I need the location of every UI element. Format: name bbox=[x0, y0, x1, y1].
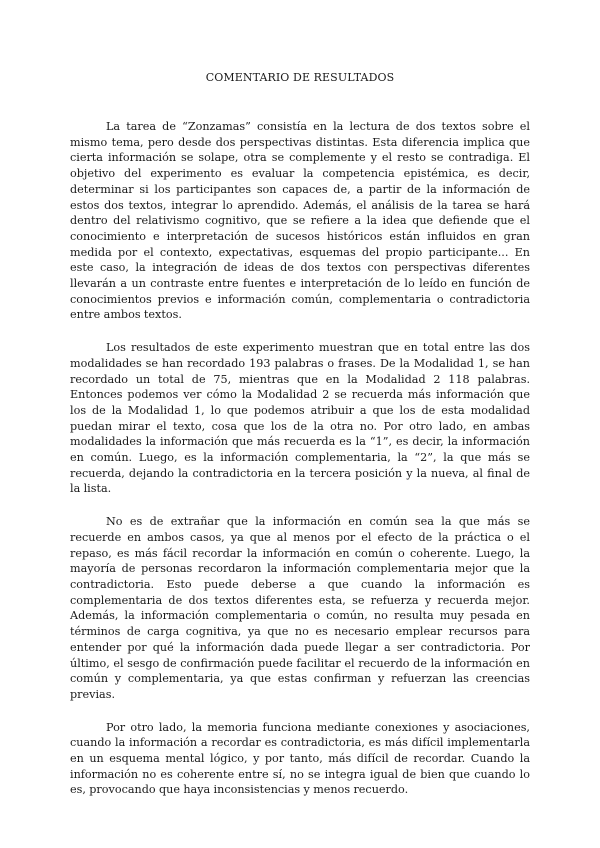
document-page bbox=[70, 70, 530, 815]
paragraph-intro: La tarea de “Zonzamas” consistía en la lectura de dos textos sobre el mismo tema, pero desde dos perspectivas distintas. Esta diferencia implica que cierta información se solape, otra se complemente y el resto se contradiga. El objetivo del experimento es evaluar la competencia epistémica, es decir, determinar si los participantes son capaces de, a partir de la información de estos dos textos, integrar lo aprendido. Además, el análisis de la tarea se hará dentro del relativismo cognitivo, que se refiere a la idea que defiende que el conocimiento e interpretación de sucesos históricos están influidos en gran medida por el contexto, expectativas, esquemas del propio participante... En este caso, la integración de ideas de dos textos con perspectivas diferentes llevarán a un contraste entre fuentes e interpretación de lo leído en función de conocimientos previos e información común, complementaria o contradictoria entre ambos textos. bbox=[70, 120, 530, 322]
paragraph-memory: Por otro lado, la memoria funciona mediante conexiones y asociaciones, cuando la información a recordar es contradictoria, es más difícil implementarla en un esquema mental lógico, y por tanto, más difícil de recordar. Cuando la información no es coherente entre sí, no se integra igual de bien que cuando lo es, provocando que haya inconsistencias y menos recuerdo. bbox=[70, 720, 530, 797]
page-title: COMENTARIO DE RESULTADOS bbox=[205, 71, 395, 84]
paragraph-results: Los resultados de este experimento muestran que en total entre las dos modalidades se han recordado 193 palabras o frases. De la Modalidad 1, se han recordado un total de 75, mientras que en la Modalidad 2 118 palabras. Entonces podemos ver cómo la Modalidad 2 se recuerda más información que los de la Modalidad 1, lo que podemos atribuir a que los de esta modalidad puedan mirar el texto, cosa que los de la otra no. Por otro lado, en ambas modalidades la información que más recuerda es la “1”, es decir, la información en común. Luego, es la información complementaria, la “2”, la que más se recuerda, dejando la contradictoria en la tercera posición y la nueva, al final de la lista. bbox=[70, 341, 530, 496]
paragraph-discussion: No es de extrañar que la información en común sea la que más se recuerde en ambos casos, ya que al menos por el efecto de la práctica o el repaso, es más fácil recordar la información en común o coherente. Luego, la mayoría de personas recordaron la información complementaria mejor que la contradictoria. Esto puede deberse a que cuando la información es complementaria de dos textos diferentes esta, se refuerza y recuerda mejor. Además, la información complementaria o común, no resulta muy pesada en términos de carga cognitiva, ya que no es necesario emplear recursos para entender por qué la información dada puede llegar a ser contradictoria. Por último, el sesgo de confirmación puede facilitar el recuerdo de la información en común y complementaria, ya que estas confirman y refuerzan las creencias previas. bbox=[70, 515, 530, 701]
